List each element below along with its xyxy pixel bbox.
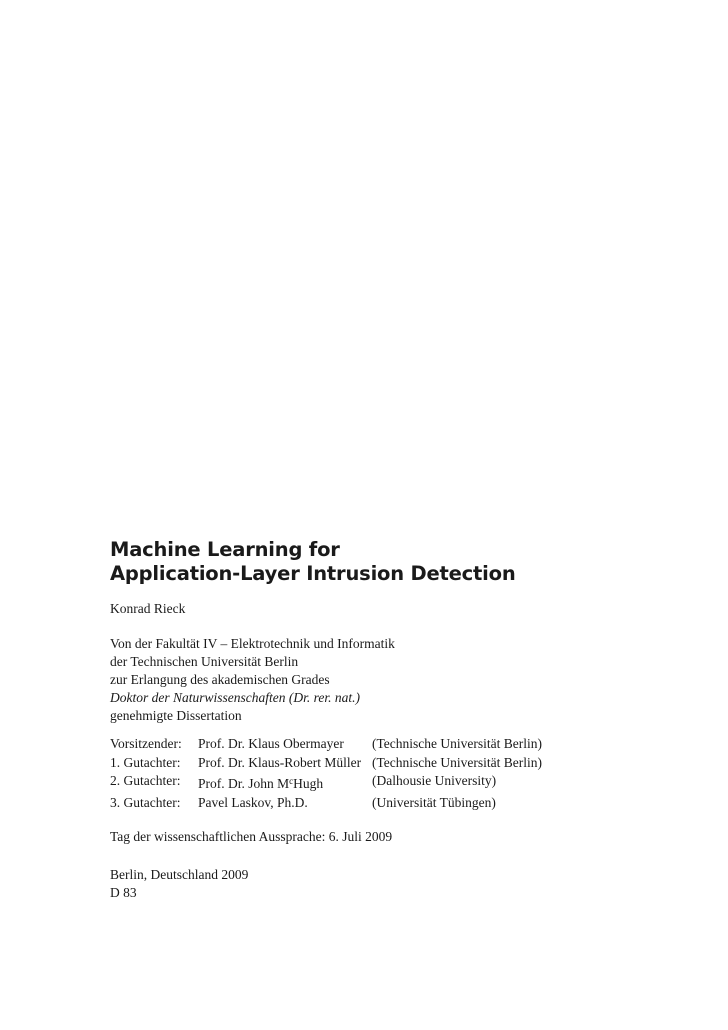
title-block <box>110 538 670 902</box>
name-suffix: Hugh <box>293 776 324 791</box>
committee-row <box>110 735 670 754</box>
committee-list <box>110 735 670 812</box>
place-and-year <box>110 866 670 902</box>
committee-institution: (Technische Universität Berlin) <box>372 754 542 770</box>
committee-member-name: Prof. Dr. Klaus-Robert Müller <box>198 754 362 770</box>
committee-role: Vorsitzender: <box>110 736 182 751</box>
committee-institution: (Dalhousie University) <box>372 773 497 788</box>
title-line-2: Application-Layer Intrusion Detection <box>110 562 516 585</box>
committee-role: 2. Gutachter: <box>110 773 181 788</box>
faculty-line-3: zur Erlangung des akademischen Grades <box>110 672 330 687</box>
committee-member-name: Pavel Laskov, Ph.D. <box>198 794 308 810</box>
faculty-line-5: genehmigte Dissertation <box>110 708 242 723</box>
committee-member-name: Prof. Dr. Klaus Obermayer <box>198 736 344 751</box>
place-line-2: D 83 <box>110 885 137 900</box>
committee-institution: (Technische Universität Berlin) <box>372 736 542 751</box>
defense-date: Tag der wissenschaftlichen Aussprache: 6. Juli 2009 <box>110 829 393 844</box>
faculty-line-1: Von der Fakultät IV – Elektrotechnik und Informatik <box>110 636 395 651</box>
committee-role: 1. Gutachter: <box>110 754 181 770</box>
place-line-1: Berlin, Deutschland 2009 <box>110 867 249 882</box>
dissertation-title <box>110 538 670 586</box>
committee-member-name <box>198 772 372 794</box>
name-prefix: Prof. Dr. John M <box>198 776 290 791</box>
committee-institution: (Universität Tübingen) <box>372 794 496 810</box>
faculty-line-2: der Technischen Universität Berlin <box>110 654 299 669</box>
title-line-1: Machine Learning for <box>110 538 340 561</box>
name-superscript: c <box>289 776 294 786</box>
degree-name: Doktor der Naturwissenschaften (Dr. rer. nat.) <box>110 690 360 705</box>
author-name: Konrad Rieck <box>110 601 186 616</box>
committee-row <box>110 754 670 773</box>
faculty-statement <box>110 635 670 725</box>
committee-row <box>110 772 670 794</box>
committee-role: 3. Gutachter: <box>110 794 181 810</box>
committee-row <box>110 794 670 813</box>
